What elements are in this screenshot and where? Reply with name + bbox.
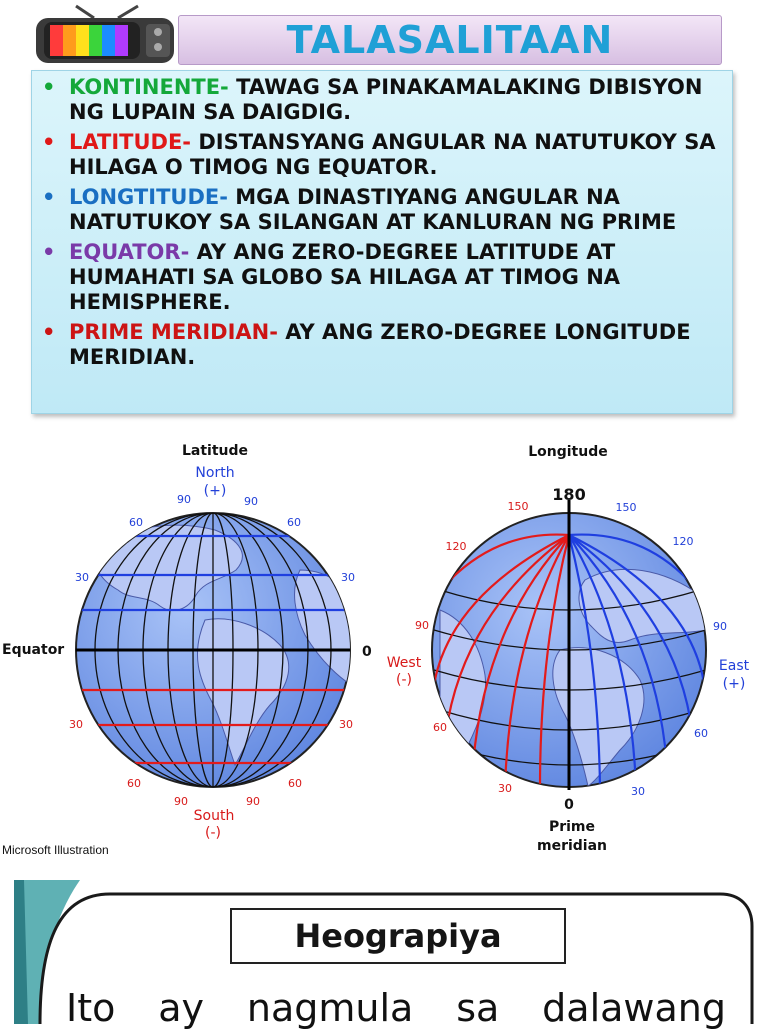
north-sign: (+) — [203, 483, 227, 499]
meridian-label: meridian — [536, 838, 608, 854]
body-text-line — [66, 986, 726, 1030]
west-label: West — [386, 655, 422, 671]
definition-item — [32, 240, 732, 315]
definition-text: AY ANG ZERO-DEGREE LONGITUDE MERIDIAN. — [69, 320, 691, 369]
body-word: nagmula — [246, 986, 414, 1030]
lat-tick: 30 — [339, 718, 353, 731]
lat-tick: 90 — [244, 495, 258, 508]
longitude-title: Longitude — [528, 444, 608, 460]
definition-term: EQUATOR- — [69, 240, 190, 264]
page-title: TALASALITAAN — [286, 18, 614, 62]
lat-tick: 60 — [129, 516, 143, 529]
south-sign: (-) — [205, 825, 221, 841]
prime-label: Prime — [548, 819, 596, 835]
lon-tick: 150 — [507, 500, 529, 513]
bullet-icon: • — [42, 130, 56, 154]
latitude-title: Latitude — [181, 443, 249, 459]
lon-tick: 120 — [672, 535, 694, 548]
heading-box — [230, 908, 566, 964]
lon-top-label: 180 — [552, 485, 586, 504]
north-label: North — [195, 465, 235, 481]
lat-tick: 30 — [69, 718, 83, 731]
east-sign: (+) — [722, 676, 746, 692]
lat-tick: 90 — [174, 795, 188, 808]
definitions-list — [32, 71, 732, 370]
south-label: South — [193, 808, 235, 824]
bullet-icon: • — [42, 75, 56, 99]
lon-tick: 90 — [415, 619, 429, 632]
credit-text: Microsoft Illustration — [2, 843, 109, 857]
longitude-globe — [432, 500, 706, 790]
definition-text: MGA DINASTIYANG ANGULAR NA NATUTUKOY SA SILANGAN AT KANLURAN NG PRIME — [69, 185, 677, 234]
lon-tick: 30 — [631, 785, 645, 798]
definition-item — [32, 185, 732, 235]
lat-tick: 60 — [287, 516, 301, 529]
bullet-icon: • — [42, 240, 56, 264]
definition-term: LATITUDE- — [69, 130, 192, 154]
bullet-icon: • — [42, 320, 56, 344]
definition-term: KONTINENTE- — [69, 75, 229, 99]
lat-tick: 30 — [75, 571, 89, 584]
definition-term: LONGTITUDE- — [69, 185, 228, 209]
title-banner — [178, 15, 722, 65]
definition-item — [32, 75, 732, 125]
definition-text: AY ANG ZERO-DEGREE LATITUDE AT HUMAHATI SA GLOBO SA HILAGA AT TIMOG NA HEMISPHERE. — [69, 240, 621, 314]
lon-tick: 120 — [445, 540, 467, 553]
lon-tick: 60 — [694, 727, 708, 740]
lat-tick: 90 — [177, 493, 191, 506]
definitions-box — [31, 70, 733, 414]
bullet-icon: • — [42, 185, 56, 209]
body-word: sa — [456, 986, 500, 1030]
equator-zero: 0 — [362, 644, 372, 660]
definition-term: PRIME MERIDIAN- — [69, 320, 278, 344]
lat-tick: 90 — [246, 795, 260, 808]
west-sign: (-) — [396, 672, 412, 688]
lat-tick: 30 — [341, 571, 355, 584]
definition-item — [32, 320, 732, 370]
body-word: Ito — [66, 986, 116, 1030]
lat-tick: 60 — [288, 777, 302, 790]
latitude-globe — [60, 513, 366, 787]
definition-item — [32, 130, 732, 180]
lat-tick: 60 — [127, 777, 141, 790]
lon-tick: 30 — [498, 782, 512, 795]
tv-icon — [34, 4, 176, 64]
section-heading: Heograpiya — [294, 917, 502, 955]
east-label: East — [718, 658, 750, 674]
equator-label: Equator — [2, 642, 65, 658]
body-word: dalawang — [542, 986, 726, 1030]
definition-text: DISTANSYANG ANGULAR NA NATUTUKOY SA HILAGA O TIMOG NG EQUATOR. — [69, 130, 716, 179]
lon-bottom-label: 0 — [564, 797, 574, 813]
definition-text: TAWAG SA PINAKAMALAKING DIBISYON NG LUPAIN SA DAIGDIG. — [69, 75, 703, 124]
lon-tick: 60 — [433, 721, 447, 734]
latitude-longitude-figure — [0, 430, 768, 860]
body-word: ay — [158, 986, 205, 1030]
lon-tick: 150 — [615, 501, 637, 514]
lon-tick: 90 — [713, 620, 727, 633]
